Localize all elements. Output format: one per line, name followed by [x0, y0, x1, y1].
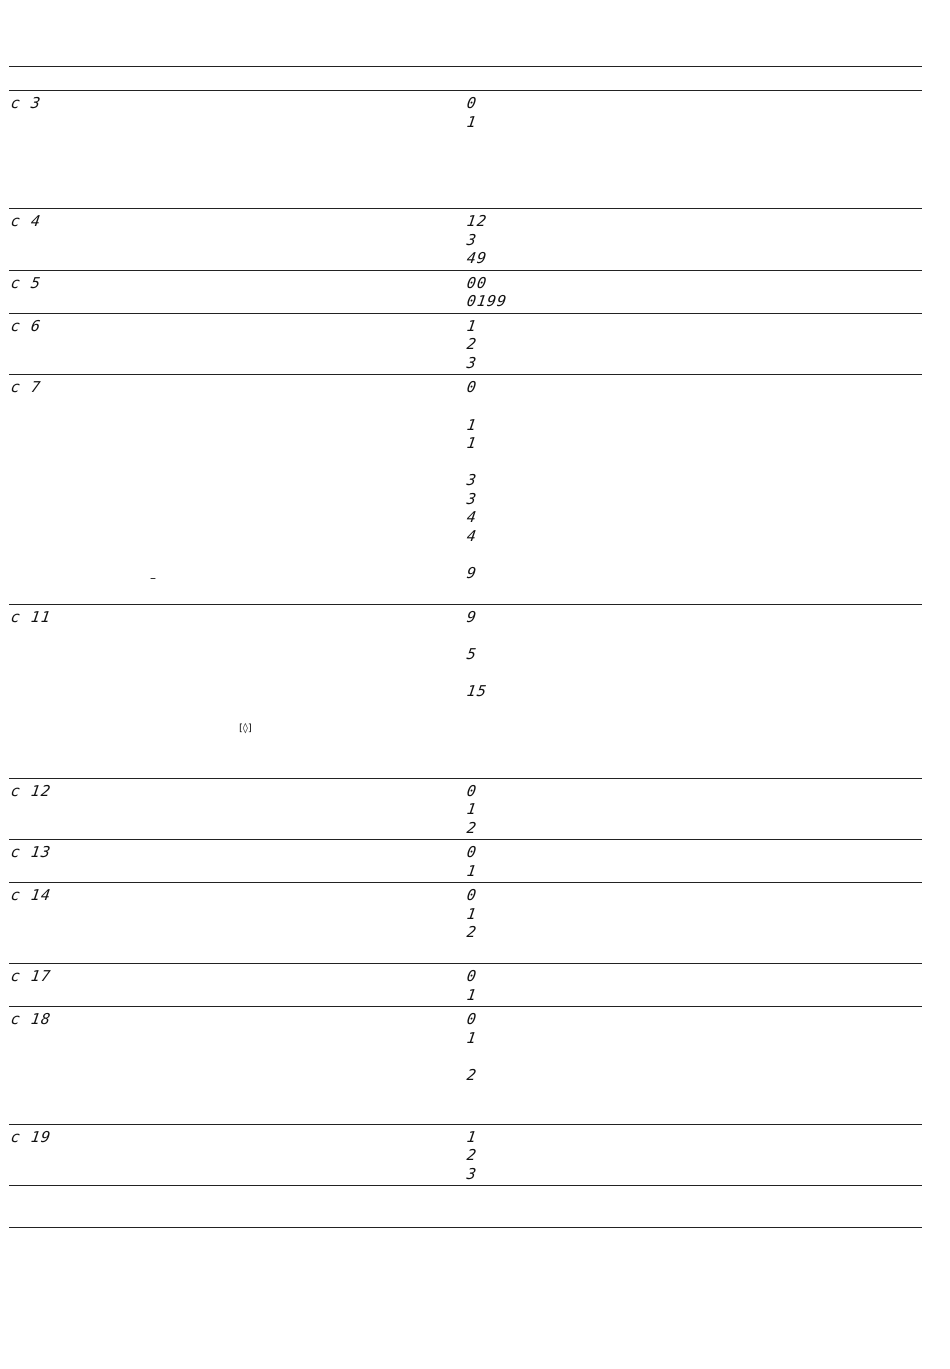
setting-value: 1: [465, 317, 479, 335]
row-divider: [9, 374, 922, 375]
row-divider: [9, 313, 922, 314]
setting-value: 1: [465, 416, 479, 434]
setting-value: 3: [465, 231, 479, 249]
row-divider: [9, 963, 922, 964]
parameter-code-c13: c 13: [9, 843, 53, 861]
setting-value: 1: [465, 434, 479, 452]
dash-mark: –: [150, 571, 156, 585]
parameter-code-c11: c 11: [9, 608, 53, 626]
setting-value: 4: [465, 527, 479, 545]
setting-value: 4: [465, 508, 479, 526]
row-divider: [9, 604, 922, 605]
parameter-code-c5: c 5: [9, 274, 43, 292]
setting-value: 0: [465, 886, 479, 904]
setting-value: 0: [465, 967, 479, 985]
setting-value: 2: [465, 819, 479, 837]
setting-value: 9: [465, 564, 479, 582]
setting-value: 0: [465, 782, 479, 800]
setting-value: 2: [465, 1066, 479, 1084]
row-divider: [9, 839, 922, 840]
parameter-code-c17: c 17: [9, 967, 53, 985]
setting-value: 12: [465, 212, 489, 230]
row-divider: [9, 778, 922, 779]
setting-value: 0199: [465, 292, 509, 310]
parameter-code-c18: c 18: [9, 1010, 53, 1028]
footer-rule: [9, 1227, 922, 1228]
parameter-code-c7: c 7: [9, 378, 43, 396]
setting-value: 1: [465, 800, 479, 818]
setting-value: 1: [465, 862, 479, 880]
setting-value: 3: [465, 354, 479, 372]
setting-value: 2: [465, 923, 479, 941]
setting-value: 1: [465, 1128, 479, 1146]
setting-value: 5: [465, 645, 479, 663]
header-rule-bottom: [9, 90, 922, 91]
setting-value: 1: [465, 113, 479, 131]
row-divider: [9, 270, 922, 271]
setting-value: 1: [465, 1029, 479, 1047]
parameter-code-c6: c 6: [9, 317, 43, 335]
setting-value: 0: [465, 378, 479, 396]
row-divider: [9, 208, 922, 209]
bracket-symbol-icon: [◊]: [239, 723, 252, 734]
setting-value: 3: [465, 490, 479, 508]
row-divider: [9, 1124, 922, 1125]
row-divider: [9, 1185, 922, 1186]
setting-value: 1: [465, 905, 479, 923]
setting-value: 3: [465, 471, 479, 489]
parameter-code-c12: c 12: [9, 782, 53, 800]
setting-value: 0: [465, 843, 479, 861]
row-divider: [9, 1006, 922, 1007]
setting-value: 00: [465, 274, 489, 292]
row-divider: [9, 882, 922, 883]
header-rule-top: [9, 66, 922, 67]
parameter-code-c14: c 14: [9, 886, 53, 904]
parameter-code-c3: c 3: [9, 94, 43, 112]
setting-value: 1: [465, 986, 479, 1004]
setting-value: 3: [465, 1165, 479, 1183]
parameter-code-c19: c 19: [9, 1128, 53, 1146]
setting-value: 49: [465, 249, 489, 267]
parameter-code-c4: c 4: [9, 212, 43, 230]
setting-value: 2: [465, 1146, 479, 1164]
setting-value: 0: [465, 94, 479, 112]
setting-value: 2: [465, 335, 479, 353]
setting-value: 9: [465, 608, 479, 626]
setting-value: 0: [465, 1010, 479, 1028]
setting-value: 15: [465, 682, 489, 700]
